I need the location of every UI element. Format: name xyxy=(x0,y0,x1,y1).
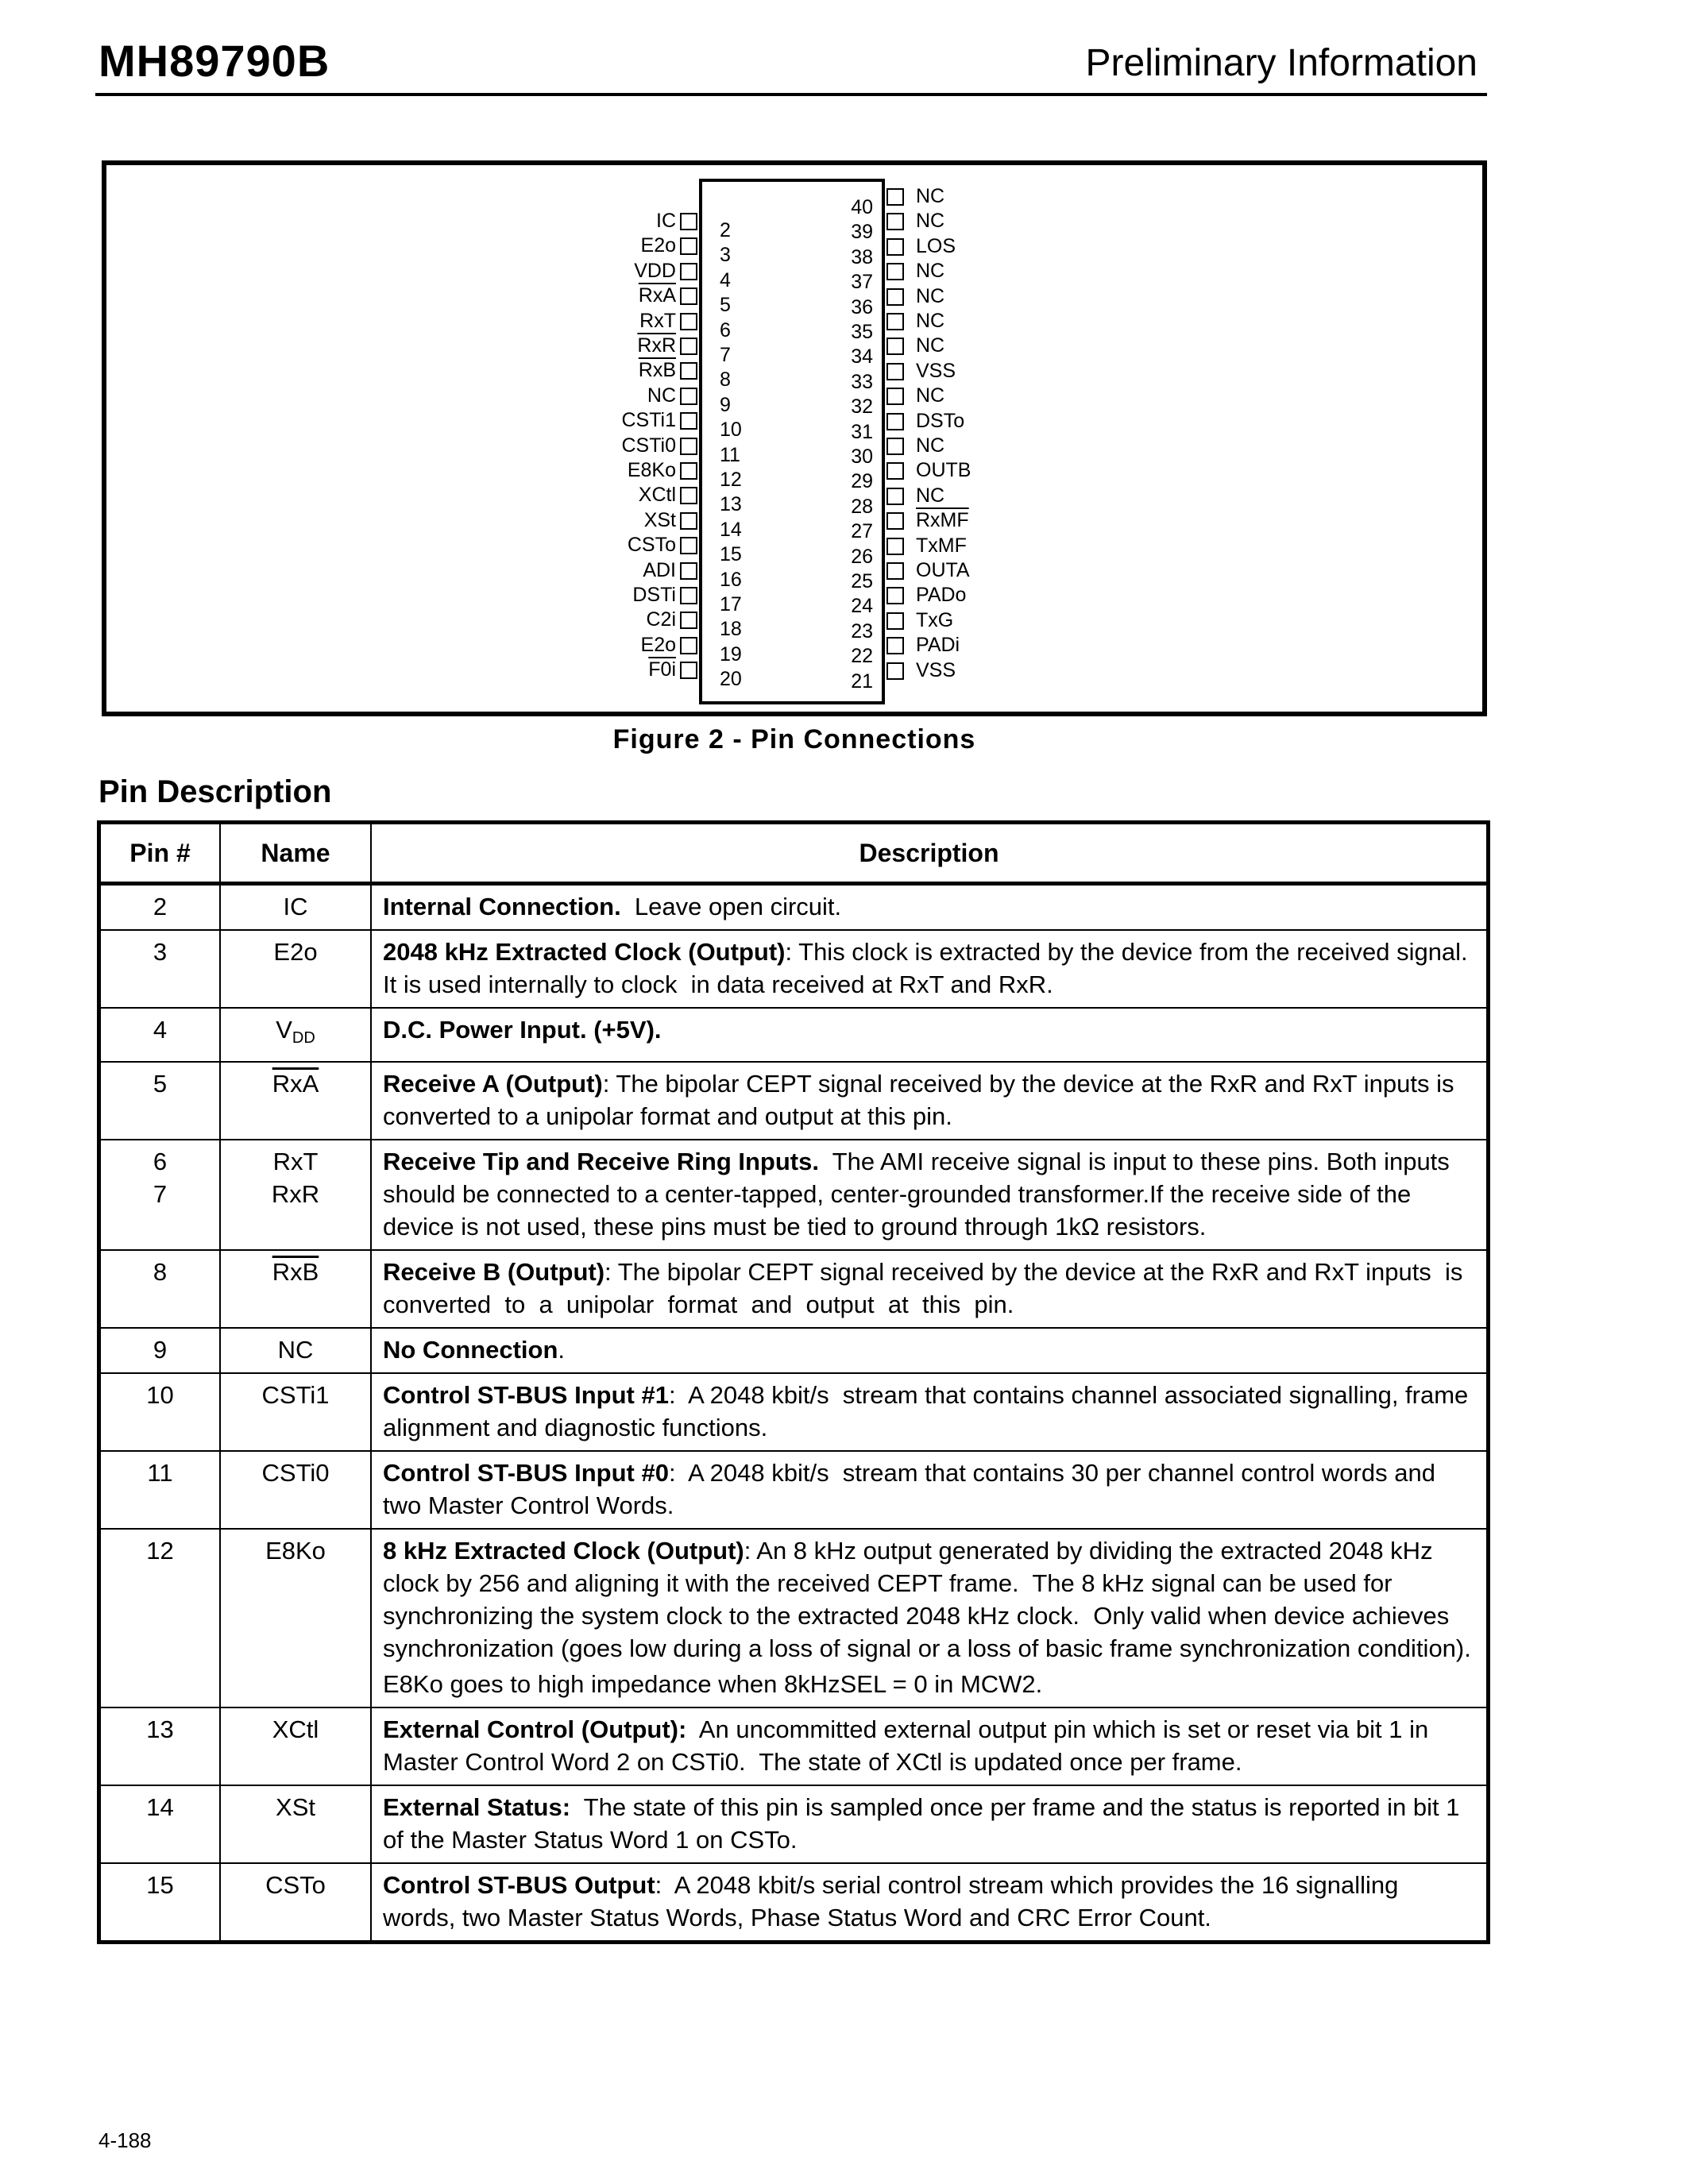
pin-pad xyxy=(886,462,904,480)
pin-number-cell: 3 xyxy=(99,930,221,1008)
pin-name-cell xyxy=(220,1707,371,1785)
right-pin-number: 25 xyxy=(851,570,873,592)
table-row xyxy=(99,1451,1489,1529)
left-pin-label: XSt xyxy=(643,508,676,531)
pin-name-text: E2o xyxy=(273,938,318,966)
pin-name-text: $\overline{RxB}$ xyxy=(272,1258,319,1286)
left-pin-label: DSTi xyxy=(632,584,676,606)
right-pin-label: LOS xyxy=(916,234,956,257)
left-pin-number: 6 xyxy=(720,318,731,341)
left-pin-label: E2o xyxy=(640,633,676,656)
table-row xyxy=(99,1863,1489,1943)
column-header-name: Name xyxy=(220,823,371,884)
pin-pad xyxy=(886,512,904,530)
pin-pad xyxy=(886,288,904,306)
left-pin-number: 3 xyxy=(720,244,731,267)
pin-pad xyxy=(886,538,904,555)
figure-caption: Figure 2 - Pin Connections xyxy=(612,724,976,754)
pin-name-cell xyxy=(220,884,371,931)
right-pin-number: 24 xyxy=(851,595,873,618)
pin-name-text: CSTi0 xyxy=(261,1459,330,1487)
pin-name-text: NC xyxy=(277,1336,314,1364)
pin-pad xyxy=(680,338,697,355)
left-pin-number: 20 xyxy=(720,668,742,691)
pin-name-cell xyxy=(220,1529,371,1707)
left-pin-label: E2o xyxy=(640,234,676,257)
description-cell xyxy=(371,1373,1489,1451)
description-text: : An 8 kHz output generated by dividing the extracted 2048 kHz clock by 256 and aligning it with the received CEPT frame. The 8 kHz signal can be used for synchronizing the system clock to the extracted 2048 kHz clock. Only valid when device achieves synchronization (goes low during a loss of signal or a loss of basic frame synchronization condition). xyxy=(383,1537,1471,1662)
description-text: : This clock is extracted by the device from the received signal. It is used internally to clock in data received at RxT and RxR. xyxy=(383,938,1481,998)
right-pin-number: 30 xyxy=(851,446,873,468)
pin-pad xyxy=(680,537,697,554)
left-pin-number: 16 xyxy=(720,568,742,591)
right-pin-label: NC xyxy=(916,284,945,307)
right-pin-number: 37 xyxy=(851,271,873,294)
pin-pad xyxy=(680,512,697,530)
left-pin-label: VDD xyxy=(634,259,676,282)
right-pin-label: NC xyxy=(916,484,945,507)
pin-number-cell: 6 7 xyxy=(99,1140,221,1250)
left-pin-label: C2i xyxy=(646,608,676,631)
table-row xyxy=(99,1140,1489,1250)
right-pin-label: NC xyxy=(916,334,945,357)
right-pin-label: NC xyxy=(916,310,945,332)
description-title: External Control (Output): xyxy=(383,1715,687,1743)
right-pin-number: 35 xyxy=(851,321,873,343)
right-pin-label: VSS xyxy=(916,359,956,382)
pin-name-cell xyxy=(220,1062,371,1140)
pin-pad xyxy=(886,612,904,630)
pin-pad xyxy=(680,237,697,255)
right-pin-number: 36 xyxy=(851,295,873,318)
description-cell xyxy=(371,930,1489,1008)
pin-pad xyxy=(886,388,904,405)
left-pin-number: 17 xyxy=(720,593,742,615)
pin-pad xyxy=(680,662,697,679)
table-row xyxy=(99,1062,1489,1140)
pin-pad xyxy=(886,488,904,505)
left-pin-label: XCtl xyxy=(638,484,676,507)
pin-name-cell xyxy=(220,1863,371,1943)
pin-pad xyxy=(680,487,697,504)
right-pin-number: 21 xyxy=(851,669,873,693)
pin-name-cell xyxy=(220,1008,371,1062)
description-text: : The bipolar CEPT signal received by the device at the RxR and RxT inputs is converted to a unipolar format and output at this pin. xyxy=(383,1070,1462,1130)
pin-name-text: XCtl xyxy=(272,1715,319,1743)
pin-name-cell xyxy=(220,930,371,1008)
description-title: Receive A (Output) xyxy=(383,1070,603,1098)
left-pin-number: 4 xyxy=(720,268,731,291)
left-pin-label: $\overline{RxR}$ xyxy=(637,334,676,357)
description-cell xyxy=(371,1863,1489,1943)
left-pin-label: CSTi0 xyxy=(621,434,676,457)
column-header-description: Description xyxy=(371,823,1489,884)
description-title: Receive B (Output) xyxy=(383,1258,605,1286)
pin-pad xyxy=(886,438,904,455)
section-title: Pin Description xyxy=(98,774,332,809)
left-pin-number: 14 xyxy=(720,518,742,541)
pin-name-text: E8Ko xyxy=(265,1537,326,1565)
left-pin-label: IC xyxy=(656,210,676,232)
right-pin-label: TxMF xyxy=(916,534,967,557)
description-cell xyxy=(371,1008,1489,1062)
pin-pad xyxy=(886,637,904,654)
table-row xyxy=(99,1373,1489,1451)
document-status: Preliminary Information xyxy=(1085,42,1477,84)
description-cell xyxy=(371,1140,1489,1250)
pin-pad xyxy=(886,313,904,330)
right-pin-label: RxMF xyxy=(916,509,969,532)
description-cell xyxy=(371,1785,1489,1863)
pin-number-cell: 13 xyxy=(99,1707,221,1785)
pin-number-cell: 15 xyxy=(99,1863,221,1943)
pin-number-cell: 5 xyxy=(99,1062,221,1140)
left-pin-label: RxT xyxy=(639,309,676,332)
description-text: Leave open circuit. xyxy=(620,893,842,920)
table-row xyxy=(99,930,1489,1008)
pin-name-cell xyxy=(220,1250,371,1328)
pin-pad xyxy=(680,263,697,280)
pin-pad xyxy=(680,388,697,405)
table-row xyxy=(99,1328,1489,1373)
pin-name-cell xyxy=(220,1451,371,1529)
right-pin-number: 31 xyxy=(851,420,873,443)
pin-pad xyxy=(680,287,697,305)
description-title: 2048 kHz Extracted Clock (Output) xyxy=(383,938,786,966)
right-pin-label: NC xyxy=(916,185,945,207)
left-pin-label: CSTi1 xyxy=(621,409,676,432)
pin-pad xyxy=(886,363,904,380)
pin-name-text: CSTo xyxy=(265,1871,326,1899)
right-pin-number: 34 xyxy=(851,345,873,369)
pin-pad xyxy=(680,362,697,380)
pin-pad xyxy=(886,413,904,430)
right-pin-label: TxG xyxy=(916,608,954,631)
pin-number-cell: 10 xyxy=(99,1373,221,1451)
pin-pad xyxy=(886,263,904,280)
right-pin-label: NC xyxy=(916,210,945,233)
left-pin-label: $\overline{RxB}$ xyxy=(638,359,676,382)
table-row xyxy=(99,1250,1489,1328)
right-pin-number: 27 xyxy=(851,520,873,543)
description-cell xyxy=(371,1529,1489,1707)
pin-pad xyxy=(886,662,904,680)
pin-pad xyxy=(680,462,697,480)
pin-number-cell: 14 xyxy=(99,1785,221,1863)
left-pin-number: 7 xyxy=(720,344,731,366)
pin-pad xyxy=(886,188,904,206)
right-pin-number: 40 xyxy=(851,196,873,218)
table-row xyxy=(99,1008,1489,1062)
right-pin-label: NC xyxy=(916,434,945,457)
right-pin-number: 32 xyxy=(851,396,873,419)
left-pin-label: CSTo xyxy=(627,534,676,557)
description-text: The AMI receive signal is input to these pins. Both inputs should be connected to a center-tapped, center-grounded transformer.If the receive side of the device is not used, these pins must be tied to ground through 1kΩ resistors. xyxy=(383,1148,1457,1241)
pin-name-text: IC xyxy=(283,893,308,920)
description-title: Control ST-BUS Input #0 xyxy=(383,1459,669,1487)
description-title: Control ST-BUS Input #1 xyxy=(383,1381,669,1409)
left-pin-number: 15 xyxy=(720,543,742,566)
left-pin-number: 9 xyxy=(720,393,731,416)
left-pin-label: F0i xyxy=(648,658,676,681)
right-pin-label: OUTA xyxy=(916,559,970,581)
pin-number-cell: 11 xyxy=(99,1451,221,1529)
description-cell xyxy=(371,1328,1489,1373)
right-pin-number: 29 xyxy=(851,470,873,493)
table-row xyxy=(99,884,1489,931)
pin-pad xyxy=(680,412,697,430)
pin-number-cell: 9 xyxy=(99,1328,221,1373)
pin-pad xyxy=(886,338,904,355)
pin-name-cell xyxy=(220,1373,371,1451)
description-title: 8 kHz Extracted Clock (Output) xyxy=(383,1537,744,1565)
description-cell xyxy=(371,1707,1489,1785)
description-text: : A 2048 kbit/s stream that contains 30 per channel control words and two Master Control Words. xyxy=(383,1459,1443,1519)
left-pin-number: 11 xyxy=(720,443,740,466)
right-pin-number: 28 xyxy=(851,495,873,518)
description-title: No Connection xyxy=(383,1336,558,1364)
pin-number-cell: 2 xyxy=(99,884,221,931)
pin-number-cell: 12 xyxy=(99,1529,221,1707)
right-pin-label: PADo xyxy=(916,584,967,607)
pin-name-text: CSTi1 xyxy=(261,1381,330,1409)
pin-name-text: RxT RxR xyxy=(271,1148,320,1208)
table-row xyxy=(99,1707,1489,1785)
description-title: D.C. Power Input. (+5V). xyxy=(383,1016,662,1044)
pin-pad xyxy=(680,438,697,455)
pin-pad xyxy=(886,562,904,580)
left-pin-number: 18 xyxy=(720,618,742,641)
description-text: . xyxy=(558,1336,566,1364)
description-text: The state of this pin is sampled once per frame and the status is reported in bit 1 of the Master Status Word 1 on CSTo. xyxy=(383,1793,1467,1854)
left-pin-number: 2 xyxy=(720,219,731,241)
pin-pad xyxy=(680,587,697,604)
left-pin-number: 5 xyxy=(720,294,731,317)
pin-number-cell: 8 xyxy=(99,1250,221,1328)
right-pin-number: 39 xyxy=(851,221,873,244)
description-text: : The bipolar CEPT signal received by the device at the RxR and RxT inputs is converted to a unipolar format and output at this pin. xyxy=(383,1258,1477,1318)
left-pin-label: NC xyxy=(647,384,676,407)
description-note: E8Ko goes to high impedance when 8kHzSEL = 0 in MCW2. xyxy=(383,1670,1043,1698)
description-cell xyxy=(371,884,1489,931)
table-row xyxy=(99,1529,1489,1707)
left-pin-number: 10 xyxy=(720,419,742,442)
pin-pad xyxy=(886,587,904,604)
pin-pad xyxy=(886,213,904,230)
pin-pad xyxy=(680,637,697,654)
pin-name-text: XSt xyxy=(276,1793,315,1821)
pin-name-text: $\overline{RxA}$ xyxy=(272,1070,319,1098)
description-text: An uncommitted external output pin which is set or reset via bit 1 in Master Control Word 2 on CSTi0. The state of XCtl is updated once per frame. xyxy=(383,1715,1435,1776)
right-pin-number: 23 xyxy=(851,619,873,642)
pin-number-cell: 4 xyxy=(99,1008,221,1062)
right-pin-number: 33 xyxy=(851,370,873,393)
pin-description-table xyxy=(97,820,1490,1944)
description-cell xyxy=(371,1062,1489,1140)
right-pin-number: 38 xyxy=(851,245,873,268)
pin-pad xyxy=(886,238,904,256)
pin-pad xyxy=(680,213,697,230)
page-number: 4-188 xyxy=(98,2128,152,2152)
description-title: Internal Connection. xyxy=(383,893,621,920)
description-cell xyxy=(371,1250,1489,1328)
header-rule xyxy=(95,93,1487,96)
part-number: MH89790B xyxy=(98,36,330,86)
right-pin-number: 22 xyxy=(851,645,873,668)
right-pin-label: VSS xyxy=(916,658,956,681)
left-pin-number: 19 xyxy=(720,642,742,666)
pin-name-cell xyxy=(220,1140,371,1250)
pin-pad xyxy=(680,612,697,629)
right-pin-number: 26 xyxy=(851,545,873,568)
pin-name-cell xyxy=(220,1328,371,1373)
description-title: External Status: xyxy=(383,1793,571,1821)
right-pin-label: OUTB xyxy=(916,459,971,482)
description-title: Control ST-BUS Output xyxy=(383,1871,655,1899)
pin-name-cell xyxy=(220,1785,371,1863)
table-row xyxy=(99,1785,1489,1863)
right-pin-label: NC xyxy=(916,260,945,283)
column-header-pin: Pin # xyxy=(99,823,221,884)
left-pin-number: 12 xyxy=(720,469,742,491)
pin-name-text: $V_{DD}$ xyxy=(276,1016,315,1047)
left-pin-label: $\overline{RxA}$ xyxy=(638,284,676,307)
left-pin-label: ADI xyxy=(643,558,676,581)
pin-pad xyxy=(680,313,697,330)
left-pin-number: 8 xyxy=(720,369,731,392)
description-text: : A 2048 kbit/s stream that contains channel associated signalling, frame alignment and diagnostic functions. xyxy=(383,1381,1475,1441)
table-header-row xyxy=(99,823,1489,884)
right-pin-label: PADi xyxy=(916,634,960,657)
right-pin-label: DSTo xyxy=(916,409,965,432)
description-cell xyxy=(371,1451,1489,1529)
pin-pad xyxy=(680,562,697,580)
left-pin-number: 13 xyxy=(720,493,742,516)
right-pin-label: NC xyxy=(916,384,945,407)
left-pin-label: E8Ko xyxy=(627,459,676,481)
description-text: : A 2048 kbit/s serial control stream which provides the 16 signalling words, two Master Status Words, Phase Status Word and CRC Error Count. xyxy=(383,1871,1405,1931)
description-title: Receive Tip and Receive Ring Inputs. xyxy=(383,1148,819,1175)
